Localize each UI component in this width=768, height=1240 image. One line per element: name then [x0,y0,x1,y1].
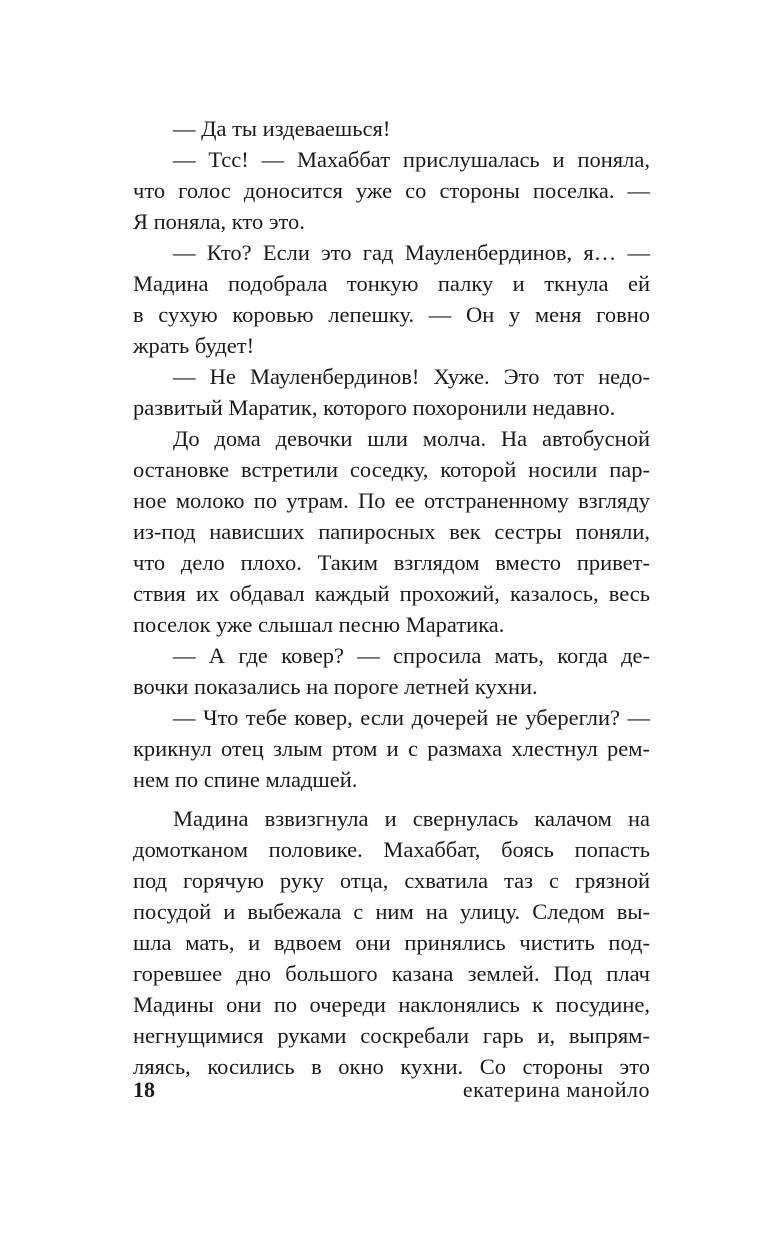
page-footer [133,1077,650,1107]
text-line: в сухую коровью лепешку. — Он у меня говно [133,302,650,327]
page-number: 18 [133,1077,155,1102]
text-line: — А где ковер? — спросила мать, когда де- [173,643,650,668]
running-author: екатерина манойло [462,1077,650,1102]
text-line: под горячую руку отца, схватила таз с грязной [133,868,650,893]
text-line: посудой и выбежала с ним на улицу. Следом вы- [133,899,650,924]
text-line: жрать будет! [133,333,255,358]
text-line: Я поняла, кто это. [133,209,305,234]
text-line: — Не Мауленбердинов! Хуже. Это тот недо- [173,364,650,389]
paragraph-gap [133,795,650,803]
text-line: Мадина подобрала тонкую палку и ткнула ей [133,271,650,296]
text-line: домотканом половике. Махаббат, боясь попасть [133,837,650,862]
text-line: горевшее дно большого казана землей. Под плач [133,961,650,986]
text-line: ляясь, косились в окно кухни. Со стороны это [133,1054,650,1079]
text-line: что дело плохо. Таким взглядом вместо привет- [133,550,650,575]
text-line: поселок уже слышал песню Маратика. [133,612,505,637]
text-line: вочки показались на пороге летней кухни. [133,674,538,699]
text-line: — Тсс! — Махаббат прислушалась и поняла, [173,147,650,172]
text-line: крикнул отец злым ртом и с размаха хлестнул рем- [133,736,650,761]
text-line: шла мать, и вдвоем они принялись чистить под- [133,930,650,955]
text-line: — Кто? Если это гад Мауленбердинов, я… — [173,240,650,265]
text-line: — Что тебе ковер, если дочерей не уберегли? — [173,705,650,730]
page-body [133,113,650,1082]
text-line: ное молоко по утрам. По ее отстраненному взгляду [133,488,650,513]
text-line: остановке встретили соседку, которой носили пар- [133,457,650,482]
text-line: ствия их обдавал каждый прохожий, казалось, весь [133,581,650,606]
text-line: — Да ты издеваешься! [173,116,391,141]
text-line: развитый Маратик, которого похоронили недавно. [133,395,616,420]
text-line: нем по спине младшей. [133,767,358,792]
text-line: Мадина взвизгнула и свернулась калачом на [173,806,650,831]
text-line: Мадины они по очереди наклонялись к посудине, [133,992,650,1017]
text-line: До дома девочки шли молча. На автобусной [173,426,650,451]
text-line: негнущимися руками соскребали гарь и, выпрям- [133,1023,650,1048]
text-line: из-под нависших папиросных век сестры поняли, [133,519,650,544]
text-line: что голос доносится уже со стороны поселка. — [133,178,650,203]
